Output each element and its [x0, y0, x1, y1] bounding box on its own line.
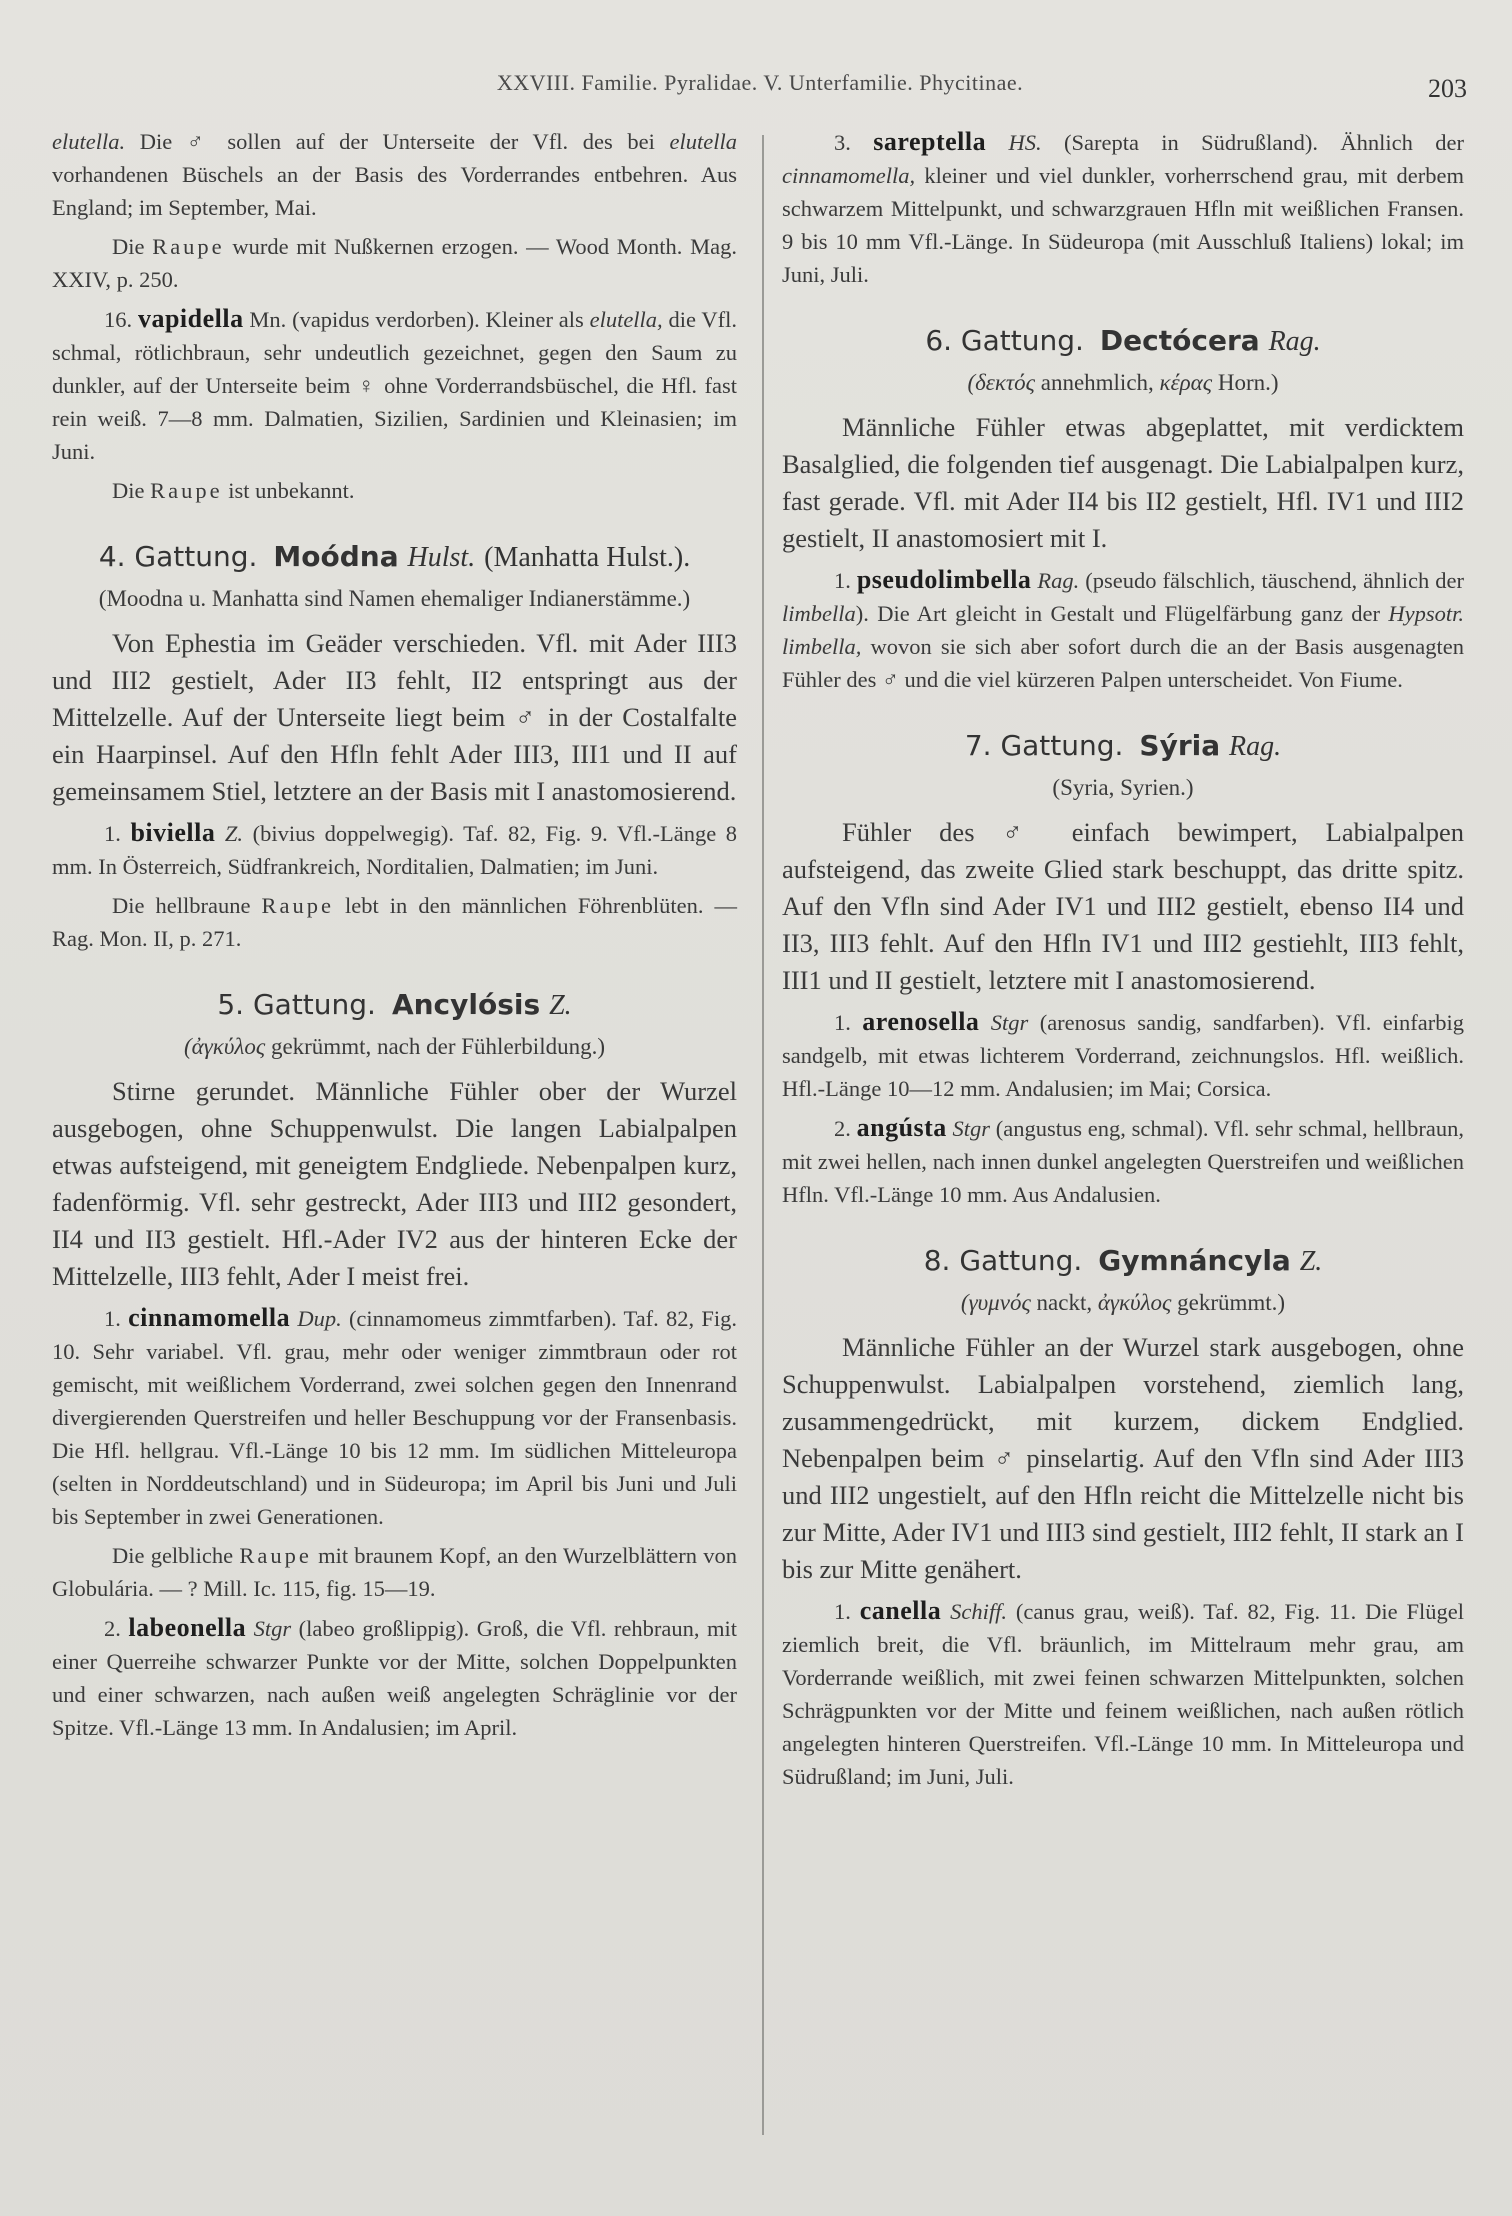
greek-word: (δεκτός	[967, 370, 1035, 395]
genus-description: Von Ephestia im Geäder verschieden. Vfl. mit Ader III3 und III2 gestielt, Ader II3 fehlt, II2 entspringt aus der Mittelzelle. Auf der Unterseite liegt beim ♂ in der Costalfalte ein Haarpinsel. Auf den Hfln fehlt Ader III3, III1 und II auf gemeinsamem Stiel, letztere an der Basis mit I anastomosierend.	[52, 628, 737, 806]
species-name: pseudolimbella	[856, 565, 1032, 594]
greek-word: κέρας	[1159, 370, 1213, 395]
etymology: (Moodna u. Manhatta sind Namen ehemaliger Indianerstämme.)	[98, 586, 691, 611]
text: Die gelbliche	[112, 1543, 240, 1568]
genus-name: Moódna	[273, 540, 399, 573]
genus-label: 6. Gattung.	[925, 324, 1084, 357]
text: kleiner und viel dunkler, vorherrschend grau, mit derbem schwarzem Mittelpunkt, und schwarzgrauen Hfln mit weißlichen Fransen. 9 bis 10 mm Vfl.-Länge. In Südeuropa (mit Ausschluß Italiens) lokal; im Juni, Juli.	[782, 163, 1464, 287]
genus-name: Ancylósis	[391, 988, 541, 1021]
genus-author: Rag.	[1268, 326, 1321, 357]
species-name: angústa	[856, 1113, 947, 1142]
species-name: sareptella	[873, 127, 987, 156]
genus-label: 8. Gattung.	[923, 1244, 1083, 1277]
column-divider	[762, 135, 764, 2135]
etymology: (Syria, Syrien.)	[1052, 775, 1194, 800]
text: Die	[112, 234, 153, 259]
species-ref: elutella.	[52, 129, 126, 154]
text: (labeo großlippig). Groß, die Vfl. rehbraun, mit einer Querreihe schwarzer Punkte vor der Mitte, solchen Doppelpunkten und einer schwarzen, nach außen weiß angelegten Schräglinie vor der Spitze. Vfl.-Länge 13 mm. In Andalusien; im April.	[52, 1616, 738, 1740]
species-number: 16.	[104, 307, 138, 332]
text: Die ♂ sollen auf der Unterseite der Vfl. des bei	[125, 129, 670, 154]
species-name: arenosella	[862, 1007, 980, 1036]
species-number: 1.	[834, 1599, 860, 1624]
paragraph-larva	[52, 1539, 737, 1605]
species-name: cinnamomella	[128, 1303, 291, 1332]
etymology	[52, 1030, 737, 1063]
text: wovon sie sich aber sofort durch die an der Basis ausgenagten Fühler des ♂ und die viel kürzeren Palpen unterscheidet. Von Fiume.	[782, 634, 1464, 692]
text: (arenosus sandig, sandfarben). Vfl. einfarbig sandgelb, mit etwas lichterem Vorderrand, zeichnungslos. Hfl. weißlich. Hfl.-Länge 10—12 mm. Andalusien; im Mai; Corsica.	[782, 1010, 1465, 1101]
species-number: 2.	[104, 1616, 129, 1641]
text: (pseudo fälschlich, täuschend, ähnlich der	[1079, 568, 1464, 593]
genus-description: Fühler des ♂ einfach bewimpert, Labialpalpen aufsteigend, das zweite Glied stark beschuppt, das dritte spitz. Auf den Vfln sind Ader IV1 und III2 gestielt, ebenso II4 und II3, III3 fehlt. Auf den Hfln IV1 und III2 gestiehlt, III3 fehlt, III1 und II gestielt, letztere mit I anastomosierend.	[782, 817, 1464, 995]
text: (bivius doppelwegig). Taf. 82, Fig. 9. Vfl.-Länge 8 mm. In Österreich, Südfrankreich, Norditalien, Dalmatien; im Juni.	[52, 821, 738, 879]
genus-description: Stirne gerundet. Männliche Fühler ober der Wurzel ausgebogen, ohne Schuppenwulst. Die langen Labialpalpen etwas aufsteigend, mit geneigtem Endgliede. Nebenpalpen kurz, fadenförmig. Vfl. sehr gestreckt, Ader III3 und III2 gesondert, II4 und II3 gestielt. Hfl.-Ader IV2 aus der hinteren Ecke der Mittelzelle, III3 fehlt, Ader I meist frei.	[52, 1076, 737, 1291]
text: ). Die Art gleicht in Gestalt und Flügelfärbung ganz der	[855, 601, 1389, 626]
species-author: Mn.	[243, 307, 287, 332]
species-entry-biviella	[52, 816, 737, 883]
species-author: Stgr	[979, 1010, 1029, 1035]
genus-heading-5	[52, 985, 737, 1026]
text: vorhandenen Büschels an der Basis des Vorderrandes entbehren. Aus England; im September, Mai.	[52, 162, 737, 220]
species-number: 1.	[104, 821, 131, 846]
text: wurde mit Nußkernen erzogen. — Wood Month. Mag. XXIV, p. 250.	[52, 234, 737, 292]
text: ist unbekannt.	[222, 478, 355, 503]
species-entry-sareptella	[782, 125, 1464, 291]
text: Die	[112, 478, 151, 503]
text: (Sarepta in Südrußland). Ähnlich der	[1041, 130, 1464, 155]
text: gekrümmt, nach der Fühlerbildung.)	[265, 1034, 605, 1059]
text: (canus grau, weiß). Taf. 82, Fig. 11. Die Flügel ziemlich breit, die Vfl. bräunlich, im Mittelraum mehr grau, am Vorderrande weißlich, mit zwei feinen schwarzen Mittelpunkten, solchen Schrägpunkten vor der Mitte und feinem weißlichen, nach außen rötlich angelegten hinteren Querstreifen. Vfl.-Länge 10 mm. In Mitteleuropa und Südrußland; im Juni, Juli.	[782, 1599, 1464, 1789]
species-ref: cinnamomella,	[782, 163, 916, 188]
species-entry-pseudolimbella	[782, 563, 1464, 696]
right-column	[782, 125, 1464, 1799]
species-number: 1.	[104, 1306, 129, 1331]
genus-label: 5. Gattung.	[217, 988, 376, 1021]
genus-author: Z.	[549, 990, 572, 1021]
genus-name: Dectócera	[1099, 324, 1260, 357]
text: lebt in den männlichen Föhrenblüten. — Rag. Mon. II, p. 271.	[52, 893, 737, 951]
text: Die hellbraune	[112, 893, 262, 918]
page-number: 203	[1428, 74, 1467, 103]
species-ref: limbella	[782, 601, 856, 626]
species-entry-canella	[782, 1594, 1464, 1793]
larva-word: Raupe	[150, 478, 223, 503]
text: Horn.)	[1212, 370, 1279, 395]
species-name: canella	[859, 1596, 942, 1625]
genus-label: 4. Gattung.	[98, 540, 258, 573]
species-number: 1.	[834, 568, 857, 593]
species-name: biviella	[130, 818, 216, 847]
genus-heading-4	[52, 537, 737, 578]
species-author: Schiff.	[941, 1599, 1008, 1624]
greek-word: (γυμνός	[960, 1290, 1031, 1315]
running-head: XXVIII. Familie. Pyralidae. V. Unterfamilie. Phycitinae.	[496, 70, 1024, 95]
species-name: labeonella	[128, 1613, 247, 1642]
species-ref: Hypsotr. limbella,	[782, 601, 1464, 659]
species-ref: elutella	[669, 129, 737, 154]
larva-word: Raupe	[152, 234, 225, 259]
paragraph-larva	[52, 230, 737, 296]
left-column	[52, 125, 737, 1750]
etymology	[782, 366, 1464, 399]
species-number: 2.	[834, 1116, 857, 1141]
species-entry-angusta	[782, 1111, 1464, 1211]
text: (angustus eng, schmal). Vfl. sehr schmal, hellbraun, mit zwei hellen, nach innen dunkel angelegten Querstreifen und weißlichen Hfln. Vfl.-Länge 10 mm. Aus Andalusien.	[782, 1116, 1465, 1207]
genus-name: Sýria	[1139, 729, 1221, 762]
text: annehmlich,	[1034, 370, 1160, 395]
genus-description: Männliche Fühler an der Wurzel stark ausgebogen, ohne Schuppenwulst. Labialpalpen vorstehend, ziemlich lang, zusammengedrückt, mit kurzem, dickem Endglied. Nebenpalpen beim ♂ pinselartig. Auf den Vfln sind Ader III3 und III2 ungestielt, auf den Hfln reicht die Mittelzelle nicht bis zur Mitte, Ader IV1 und III3 sind gestielt, III2 fehlt, II stark an I bis zur Mitte genähert.	[782, 1332, 1464, 1584]
paragraph-larva	[52, 889, 737, 955]
text: gekrümmt.)	[1171, 1290, 1286, 1315]
genus-name: Gymnáncyla	[1098, 1244, 1291, 1277]
genus-author: Rag.	[1229, 731, 1282, 762]
species-entry-vapidella	[52, 302, 737, 468]
species-author: Rag.	[1031, 568, 1080, 593]
species-entry-cinnamomella	[52, 1301, 737, 1533]
genus-heading-8	[782, 1241, 1464, 1282]
genus-label: 7. Gattung.	[964, 729, 1124, 762]
text: mit braunem Kopf, an den Wurzelblättern von Globulária. — ? Mill. Ic. 115, fig. 15—19.	[52, 1543, 737, 1601]
text: (vapidus verdorben). Kleiner als	[286, 307, 590, 332]
text: die Vfl. schmal, rötlichbraun, sehr undeutlich gezeichnet, gegen den Saum zu dunkler, auf der Unterseite beim ♀ ohne Vorderrandsbüschel, die Hfl. fast rein weiß. 7—8 mm. Dalmatien, Sizilien, Sardinien und Kleinasien; im Juni.	[52, 307, 737, 464]
genus-heading-6	[782, 321, 1464, 362]
greek-word: ἀγκύλος	[1097, 1290, 1172, 1315]
larva-word: Raupe	[239, 1543, 312, 1568]
genus-author: Z.	[1299, 1246, 1323, 1277]
species-author: Dup.	[290, 1306, 342, 1331]
genus-author: Hulst.	[407, 542, 476, 573]
species-entry-labeonella	[52, 1611, 737, 1744]
genus-heading-7	[782, 726, 1464, 767]
species-ref: elutella,	[589, 307, 663, 332]
species-name: vapidella	[137, 304, 244, 333]
species-author: HS.	[986, 130, 1042, 155]
species-entry-arenosella	[782, 1005, 1464, 1105]
genus-description: Männliche Fühler etwas abgeplattet, mit verdicktem Basalglied, die folgenden tief ausgenagt. Die Labialpalpen kurz, fast gerade. Vfl. mit Ader II4 bis II2 gestielt, Hfl. IV1 und III2 gestielt, II anastomosiert mit I.	[782, 412, 1464, 553]
larva-word: Raupe	[261, 893, 334, 918]
genus-synonym: (Manhatta Hulst.).	[484, 542, 691, 573]
text: nackt,	[1030, 1290, 1098, 1315]
species-number: 3.	[834, 130, 874, 155]
greek-word: (ἀγκύλος	[184, 1034, 266, 1059]
paragraph-elutella-note	[52, 125, 737, 224]
species-author: Stgr	[946, 1116, 991, 1141]
species-author: Stgr	[246, 1616, 292, 1641]
etymology	[782, 1286, 1464, 1319]
species-number: 1.	[834, 1010, 863, 1035]
species-author: Z.	[215, 821, 244, 846]
text: (cinnamomeus zimmtfarben). Taf. 82, Fig. 10. Sehr variabel. Vfl. grau, mehr oder weniger zimmtbraun oder rot gemischt, mit weißlichem Vorderrand, zwei solchen gegen den Innenrand divergierenden Querstreifen und heller Beschuppung vor der Fransenbasis. Die Hfl. hellgrau. Vfl.-Länge 10 bis 12 mm. Im südlichen Mitteleuropa (selten in Norddeutschland) und in Südeuropa; im April bis Juni und Juli bis September in zwei Generationen.	[52, 1306, 738, 1529]
paragraph-larva	[52, 474, 737, 507]
